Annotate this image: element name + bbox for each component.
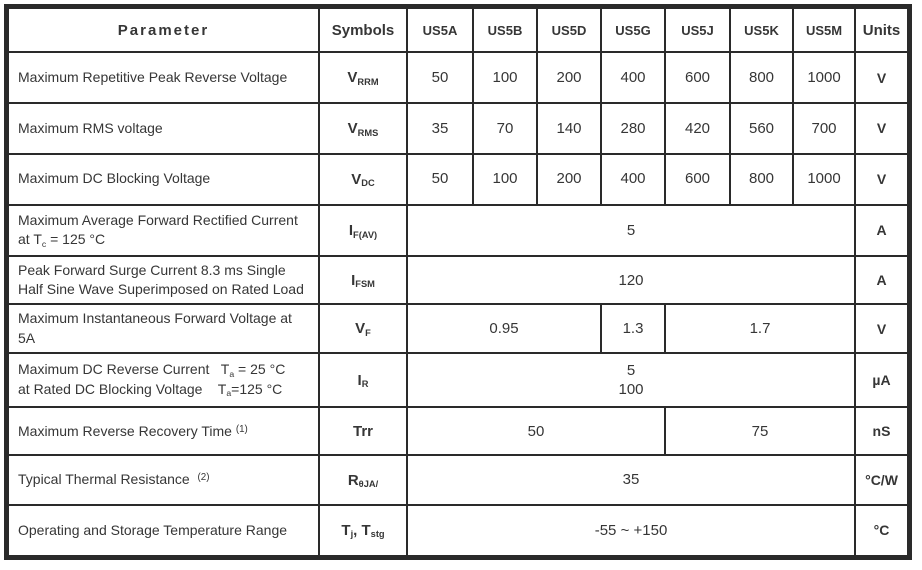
- unit-cell: °C/W: [855, 455, 908, 504]
- unit-cell: A: [855, 256, 908, 304]
- value-line: 5: [626, 361, 636, 379]
- symbol-subscript: θJA/: [358, 479, 379, 490]
- value-cell: 100: [473, 154, 537, 205]
- parameter-line: Maximum Average Forward Rectified Current: [18, 211, 298, 228]
- parameter-cell: [8, 154, 319, 205]
- table-row: [8, 52, 908, 103]
- parameter-cell: [8, 52, 319, 103]
- symbol-subscript: F(AV): [353, 229, 378, 240]
- parameter-line: Peak Forward Surge Current 8.3 ms Single: [18, 261, 286, 278]
- column-header-us5a: US5A: [407, 8, 473, 52]
- value-cell: 560: [730, 103, 793, 153]
- column-header-us5g: US5G: [601, 8, 665, 52]
- value-cell: 400: [601, 154, 665, 205]
- value-cell: 1.3: [601, 304, 665, 352]
- unit-cell: A: [855, 205, 908, 256]
- parameter-line: Operating and Storage Temperature Range: [18, 521, 288, 538]
- symbol-subscript: a: [226, 388, 232, 399]
- value-cell: 50: [407, 407, 665, 455]
- value-cell: 1000: [793, 154, 855, 205]
- symbol-cell: $V_{RRM}$: [319, 52, 407, 103]
- value-cell: 800: [730, 52, 793, 103]
- parameter-line: Maximum Repetitive Peak Reverse Voltage: [18, 68, 288, 85]
- unit-cell: V: [855, 52, 908, 103]
- symbol-subscript: DC: [361, 178, 375, 189]
- symbol-subscript: c: [41, 238, 47, 249]
- table-row: [8, 304, 908, 352]
- value-cell: 120: [407, 256, 855, 304]
- value-cell: 600: [665, 52, 730, 103]
- parameter-line: Maximum Instantaneous Forward Voltage at 5A: [18, 310, 296, 346]
- symbol-cell: $V_F$: [319, 304, 407, 352]
- symbol-cell: $V_{RMS}$: [319, 103, 407, 153]
- symbol-cell: $T_j$, $T_{stg}$: [319, 505, 407, 556]
- column-header-us5b: US5B: [473, 8, 537, 52]
- parameter-line: Maximum DC Blocking Voltage: [18, 170, 211, 187]
- parameter-cell: [8, 353, 319, 407]
- parameter-cell: [8, 407, 319, 455]
- header-row: [8, 8, 908, 52]
- parameter-line: Maximum Reverse Recovery Time $^{(1)}$: [18, 422, 248, 439]
- value-cell: -55 ~ +150: [407, 505, 855, 556]
- unit-cell: V: [855, 103, 908, 153]
- value-cell: 0.95: [407, 304, 601, 352]
- parameter-line: Typical Thermal Resistance $^{(2)}$: [18, 471, 210, 488]
- table-row: [8, 505, 908, 556]
- value-cell: 400: [601, 52, 665, 103]
- parameter-cell: [8, 455, 319, 504]
- symbol-subscript: RMS: [357, 127, 379, 138]
- value-cell: 200: [537, 52, 601, 103]
- parameter-cell: [8, 304, 319, 352]
- value-cell: 35: [407, 103, 473, 153]
- table-row: [8, 103, 908, 153]
- value-cell: 50: [407, 52, 473, 103]
- symbol-subscript: j: [350, 529, 354, 540]
- value-cell: 70: [473, 103, 537, 153]
- parameter-cell: [8, 256, 319, 304]
- symbol-cell: $I_{F(AV)}$: [319, 205, 407, 256]
- symbol-cell: $V_{DC}$: [319, 154, 407, 205]
- symbol-cell: $R_{\theta JA/}$: [319, 455, 407, 504]
- unit-cell: V: [855, 154, 908, 205]
- symbol-subscript: F: [365, 327, 371, 338]
- value-cell: 5: [407, 205, 855, 256]
- parameter-cell: [8, 505, 319, 556]
- value-cell: 700: [793, 103, 855, 153]
- column-header-us5j: US5J: [665, 8, 730, 52]
- parameter-line: at $T_c = 125$ °C: [18, 231, 106, 249]
- footnote-superscript: (1): [235, 423, 248, 435]
- datasheet-ratings-frame: [4, 4, 912, 560]
- value-cell: [407, 353, 855, 407]
- column-header-symbols: Symbols: [319, 8, 407, 52]
- table-row: [8, 407, 908, 455]
- symbol-cell: $I_{FSM}$: [319, 256, 407, 304]
- parameter-cell: [8, 103, 319, 153]
- table-row: [8, 353, 908, 407]
- table-row: [8, 154, 908, 205]
- column-header-us5k: US5K: [730, 8, 793, 52]
- value-line: 100: [618, 381, 644, 399]
- footnote-superscript: (2): [197, 472, 210, 484]
- value-cell: 800: [730, 154, 793, 205]
- value-cell: 50: [407, 154, 473, 205]
- value-cell: 280: [601, 103, 665, 153]
- symbol-subscript: stg: [370, 529, 385, 540]
- value-cell: 140: [537, 103, 601, 153]
- column-header-us5d: US5D: [537, 8, 601, 52]
- symbol-subscript: a: [229, 368, 235, 379]
- table-row: [8, 205, 908, 256]
- value-cell: 35: [407, 455, 855, 504]
- value-cell: 1000: [793, 52, 855, 103]
- value-cell: 75: [665, 407, 855, 455]
- table-row: [8, 455, 908, 504]
- value-cell: 420: [665, 103, 730, 153]
- parameter-line: at Rated DC Blocking Voltage $T_a=125$ °C: [18, 381, 283, 399]
- unit-cell: nS: [855, 407, 908, 455]
- symbol-subscript: RRM: [357, 76, 379, 87]
- unit-cell: V: [855, 304, 908, 352]
- column-header-units: Units: [855, 8, 908, 52]
- maximum-ratings-table: [7, 7, 909, 557]
- unit-cell: °C: [855, 505, 908, 556]
- value-cell: 1.7: [665, 304, 855, 352]
- parameter-cell: [8, 205, 319, 256]
- table-row: [8, 256, 908, 304]
- parameter-line: Half Sine Wave Superimposed on Rated Load: [18, 281, 304, 298]
- unit-cell: µA: [855, 353, 908, 407]
- parameter-line: Maximum RMS voltage: [18, 119, 163, 136]
- value-cell: 200: [537, 154, 601, 205]
- column-header-parameter: Parameter: [8, 8, 319, 52]
- symbol-cell: $I_R$: [319, 353, 407, 407]
- value-cell: 600: [665, 154, 730, 205]
- column-header-us5m: US5M: [793, 8, 855, 52]
- symbol-cell: Trr: [319, 407, 407, 455]
- parameter-line: Maximum DC Reverse Current $T_a = 25$ °C: [18, 361, 286, 379]
- symbol-subscript: FSM: [355, 279, 375, 290]
- value-cell: 100: [473, 52, 537, 103]
- symbol-subscript: R: [361, 379, 369, 390]
